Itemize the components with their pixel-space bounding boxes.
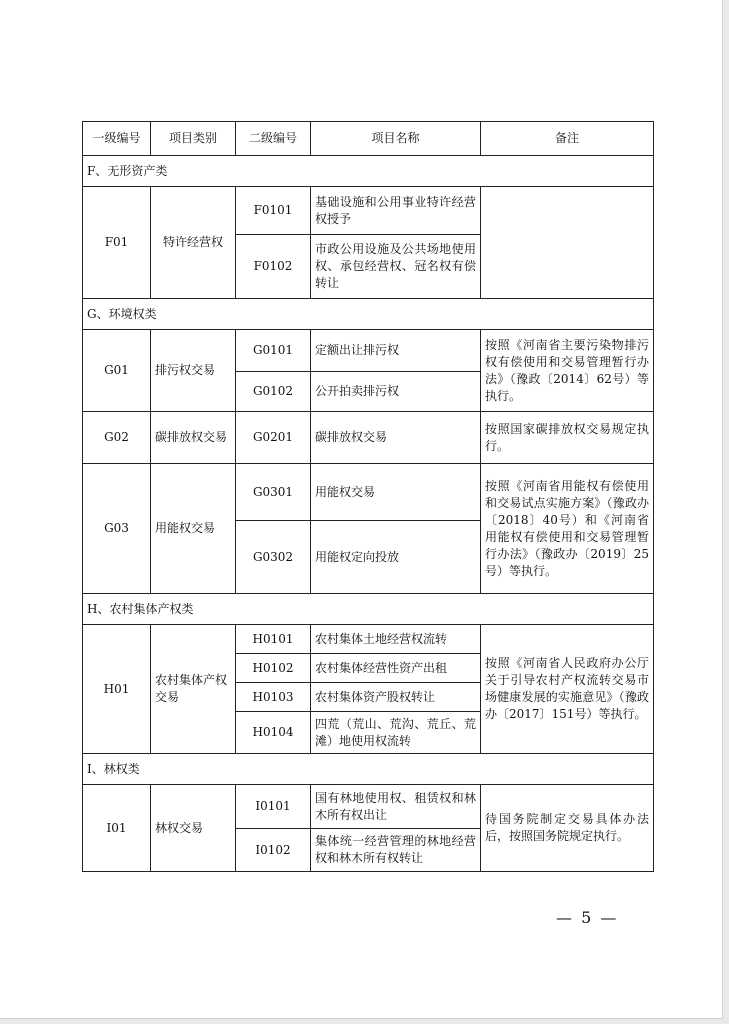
header-row	[83, 122, 654, 156]
level2-code: H0104	[236, 712, 311, 754]
col-header-category: 项目类别	[151, 122, 236, 156]
section-row	[83, 299, 654, 330]
col-header-remarks: 备注	[481, 122, 654, 156]
category: 农村集体产权交易	[151, 625, 236, 754]
table-row	[83, 412, 654, 464]
remarks: 待国务院制定交易具体办法后，按照国务院规定执行。	[481, 785, 654, 872]
section-row	[83, 754, 654, 785]
project-name: 农村集体经营性资产出租	[311, 654, 481, 683]
project-name: 定额出让排污权	[311, 330, 481, 372]
remarks: 按照国家碳排放权交易规定执行。	[481, 412, 654, 464]
table-row	[83, 330, 654, 372]
project-name: 农村集体资产股权转让	[311, 683, 481, 712]
level2-code: F0101	[236, 187, 311, 235]
level2-code: G0201	[236, 412, 311, 464]
level2-code: G0101	[236, 330, 311, 372]
col-header-project-name: 项目名称	[311, 122, 481, 156]
section-row	[83, 156, 654, 187]
level1-code: G02	[83, 412, 151, 464]
project-name: 基础设施和公用事业特许经营权授予	[311, 187, 481, 235]
remarks: 按照《河南省用能权有偿使用和交易试点实施方案》（豫政办〔2018〕40号）和《河南省用能权有偿使用和交易管理暂行办法》（豫政办〔2019〕25号）等执行。	[481, 464, 654, 594]
level2-code: F0102	[236, 235, 311, 299]
level1-code: G01	[83, 330, 151, 412]
level1-code: G03	[83, 464, 151, 594]
level2-code: G0102	[236, 372, 311, 412]
project-name: 用能权定向投放	[311, 521, 481, 594]
page-number: — 5 —	[556, 908, 619, 927]
table-row	[83, 187, 654, 235]
section-title: G、环境权类	[83, 299, 654, 330]
level2-code: H0101	[236, 625, 311, 654]
category: 林权交易	[151, 785, 236, 872]
remarks: 按照《河南省主要污染物排污权有偿使用和交易管理暂行办法》（豫政〔2014〕62号）等执行。	[481, 330, 654, 412]
category: 排污权交易	[151, 330, 236, 412]
col-header-level1-code: 一级编号	[83, 122, 151, 156]
project-name: 用能权交易	[311, 464, 481, 521]
level1-code: F01	[83, 187, 151, 299]
remarks	[481, 187, 654, 299]
table-row	[83, 464, 654, 521]
level2-code: G0302	[236, 521, 311, 594]
project-name: 公开拍卖排污权	[311, 372, 481, 412]
table-row	[83, 625, 654, 654]
level2-code: I0102	[236, 829, 311, 872]
project-name: 国有林地使用权、租赁权和林木所有权出让	[311, 785, 481, 829]
section-title: I、林权类	[83, 754, 654, 785]
project-name: 碳排放权交易	[311, 412, 481, 464]
project-name: 四荒（荒山、荒沟、荒丘、荒滩）地使用权流转	[311, 712, 481, 754]
section-row	[83, 594, 654, 625]
col-header-level2-code: 二级编号	[236, 122, 311, 156]
section-title: H、农村集体产权类	[83, 594, 654, 625]
category: 碳排放权交易	[151, 412, 236, 464]
level2-code: H0102	[236, 654, 311, 683]
table-row	[83, 785, 654, 829]
project-table	[82, 121, 654, 872]
project-name: 农村集体土地经营权流转	[311, 625, 481, 654]
remarks: 按照《河南省人民政府办公厅关于引导农村产权流转交易市场健康发展的实施意见》（豫政办〔2017〕151号）等执行。	[481, 625, 654, 754]
section-title: F、无形资产类	[83, 156, 654, 187]
project-name: 市政公用设施及公共场地使用权、承包经营权、冠名权有偿转让	[311, 235, 481, 299]
level1-code: H01	[83, 625, 151, 754]
project-name: 集体统一经营管理的林地经营权和林木所有权转让	[311, 829, 481, 872]
category: 特许经营权	[151, 187, 236, 299]
category: 用能权交易	[151, 464, 236, 594]
level2-code: G0301	[236, 464, 311, 521]
level2-code: I0101	[236, 785, 311, 829]
level1-code: I01	[83, 785, 151, 872]
level2-code: H0103	[236, 683, 311, 712]
